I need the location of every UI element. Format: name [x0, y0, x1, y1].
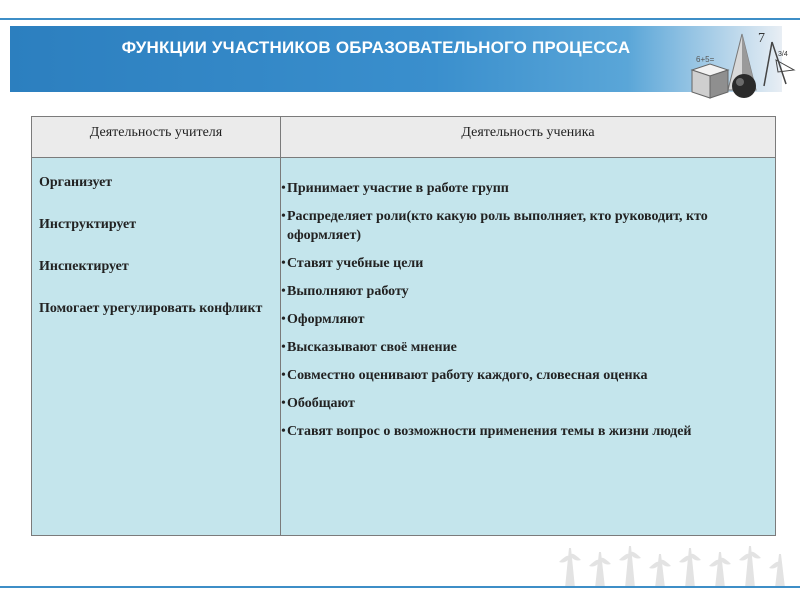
- grass-decoration: [555, 538, 795, 588]
- top-frame-line: [0, 18, 800, 20]
- functions-table: [31, 116, 776, 536]
- student-item: • Распределяет роли(кто какую роль выполняет, кто руководит, кто оформляет): [281, 207, 771, 245]
- teacher-activities: [39, 173, 273, 341]
- table-body-row: [32, 158, 775, 535]
- student-item: • Выполняют работу: [281, 282, 771, 301]
- student-item: • Ставят учебные цели: [281, 254, 771, 273]
- student-item: • Совместно оценивают работу каждого, словесная оценка: [281, 366, 771, 385]
- geometry-shapes-illustration: [686, 26, 796, 100]
- teacher-item: Помогает урегулировать конфликт: [39, 301, 263, 316]
- header-teacher: Деятельность учителя: [89, 125, 223, 140]
- header-student: Деятельность ученика: [461, 125, 595, 140]
- teacher-item: Инспектирует: [39, 259, 129, 274]
- student-item: • Обобщают: [281, 394, 771, 413]
- teacher-item: Инструктирует: [39, 217, 137, 232]
- title-banner: [10, 26, 788, 92]
- table-header-row: [32, 117, 775, 158]
- deco-formula: 6+5=: [696, 55, 715, 64]
- student-item: • Принимает участие в работе групп: [281, 179, 771, 198]
- teacher-item: Организует: [39, 175, 113, 190]
- student-item: • Ставят вопрос о возможности применения темы в жизни людей: [281, 422, 771, 441]
- column-divider: [280, 117, 281, 535]
- student-activities: [281, 179, 771, 450]
- deco-number: 7: [758, 31, 765, 46]
- page-title: ФУНКЦИИ УЧАСТНИКОВ ОБРАЗОВАТЕЛЬНОГО ПРОЦЕССА: [121, 38, 631, 57]
- student-item: • Оформляют: [281, 310, 771, 329]
- deco-fraction: 3/4: [778, 51, 788, 58]
- student-item: • Высказывают своё мнение: [281, 338, 771, 357]
- bottom-frame-line: [0, 586, 800, 588]
